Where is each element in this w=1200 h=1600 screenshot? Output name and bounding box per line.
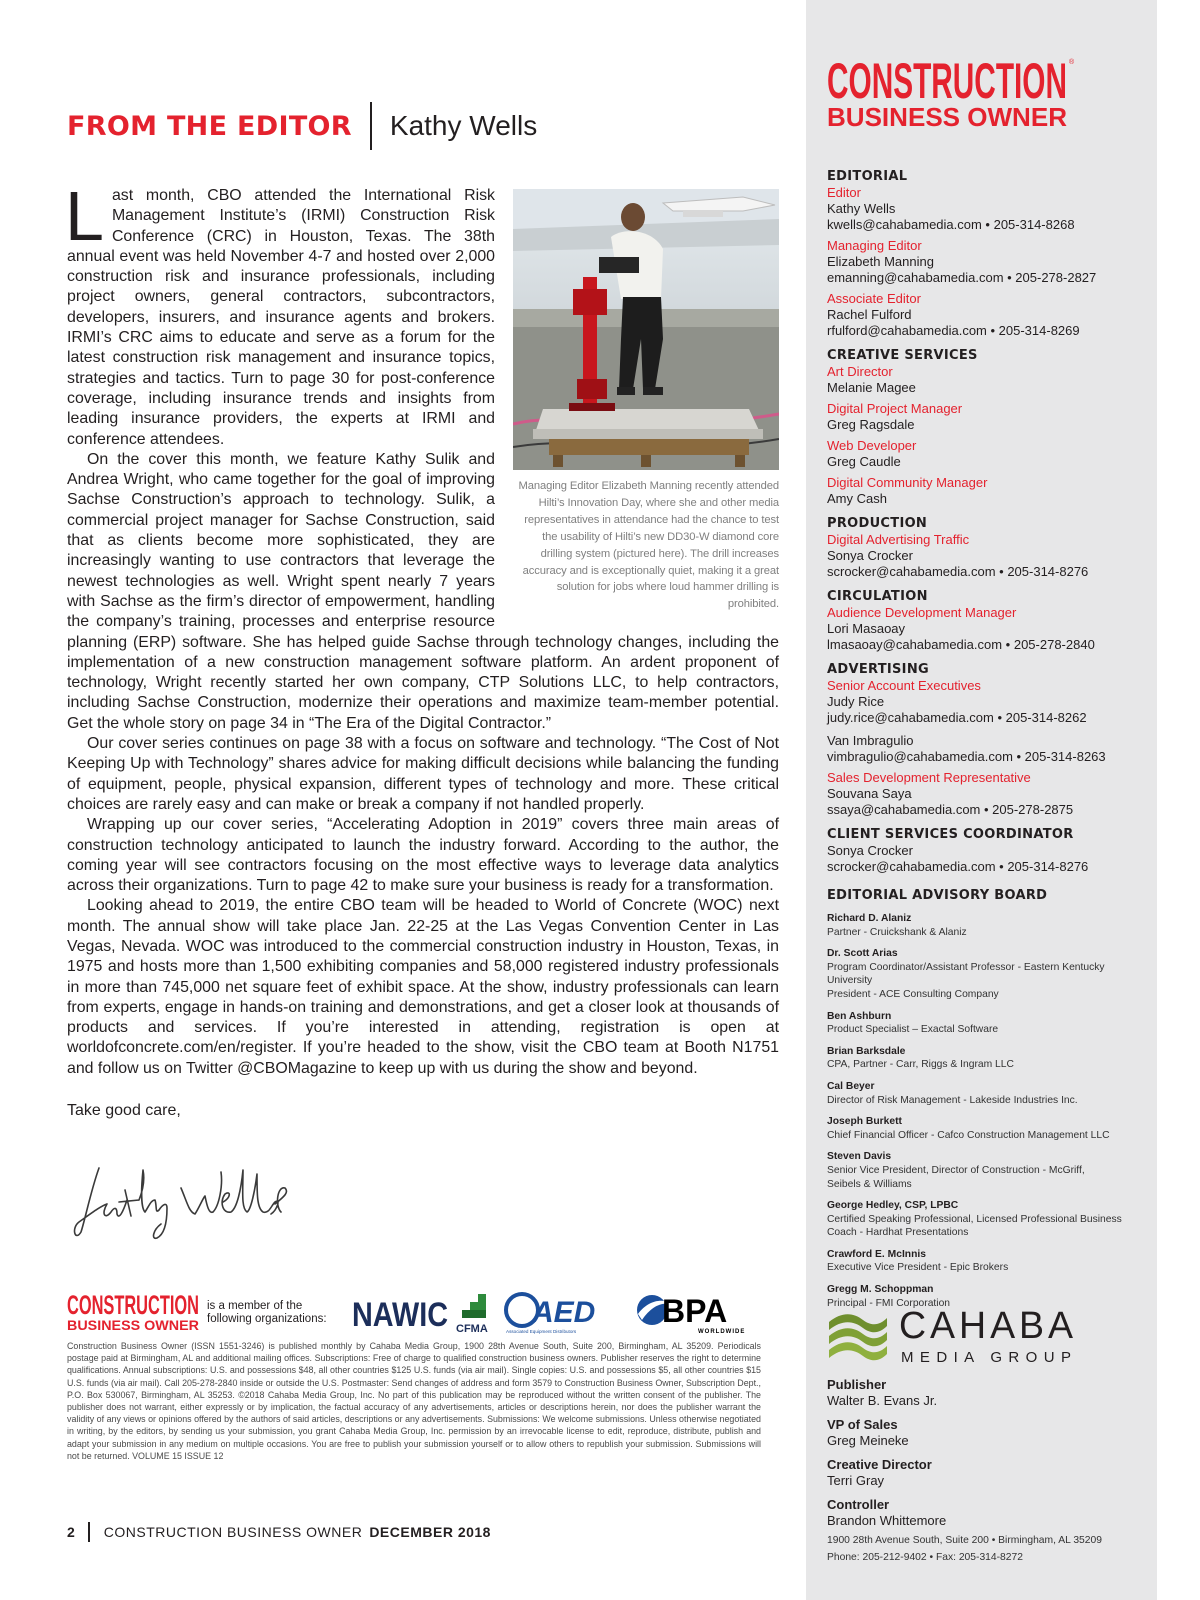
article-body <box>65 177 779 1079</box>
staff-listing <box>827 169 1152 1310</box>
board-member-name: Brian Barksdale <box>827 1045 906 1057</box>
staff-role: Digital Project Manager <box>827 401 963 416</box>
membership-bar <box>67 1290 779 1334</box>
photo-caption: Managing Editor Elizabeth Manning recently attended Hilti’s Innovation Day, where she and other media representatives in attendance had the chance to test the usability of Hilti’s new DD30-W diamond core drilling system (pictured here). The drill increases accuracy and is exceptionally quiet, making it a great solution for jobs where loud hammer drilling is prohibited. <box>518 480 779 611</box>
staff-role: Associate Editor <box>827 291 921 306</box>
drill-photo <box>513 189 779 470</box>
staff-contact: scrocker@cahabamedia.com • 205-314-8276 <box>827 859 1089 874</box>
staff-role: Sales Development Representative <box>827 770 1031 785</box>
staff-name: Van Imbragulio <box>827 733 914 748</box>
cahaba-media-group-logo <box>827 1304 1087 1368</box>
board-member-title: Director of Risk Management - Lakeside Industries Inc. <box>827 1094 1078 1106</box>
staff-entry <box>827 605 1152 653</box>
staff-name: Greg Ragsdale <box>827 417 915 432</box>
staff-entry <box>827 770 1152 818</box>
article-paragraph-2: On the cover this month, we feature Kathy Sulik and Andrea Wright, who came together for the goal of improving Sachse Construction’s approach to technology. Sulik, a commercial project manager for Sachse Construction, said that as clients become more sophisticated, they are increasingly wanting to use contractors that leverage the newest technologies as well. Wright spent nearly 7 years with Sachse as the firm’s director of empowerment, handling the company’s training, processes and enterprise resource planning (ERP) software. She has helped guide Sachse through technology changes, including the implementation of a new construction management software platform. An ardent proponent of technology, Wright recently started her own company, CTP Solutions LLC, to help contractors, including Sachse Construction, modernize their operations and maximize team-member potential. Get the whole story on page 34 in “The Era of the Digital Contractor.” <box>67 450 779 732</box>
section-client-services: CLIENT SERVICES COORDINATOR <box>827 827 1074 842</box>
staff-role: Editor <box>827 185 861 200</box>
executive-listing <box>827 1377 1152 1537</box>
staff-entry <box>827 185 1152 233</box>
board-member-title: Program Coordinator/Assistant Professor - Eastern Kentucky University President - ACE Consulting Company <box>827 961 1105 1000</box>
drop-cap: L <box>65 177 104 255</box>
staff-name: Souvana Saya <box>827 786 912 801</box>
exec-entry <box>827 1457 1152 1489</box>
board-member-title: Certified Speaking Professional, Licensed Professional Business Coach - Hardhat Presentations <box>827 1213 1122 1239</box>
board-member-title: Senior Vice President, Director of Construction - McGriff, Seibels & Williams <box>827 1164 1085 1190</box>
article-paragraph-3: Our cover series continues on page 38 with a focus on software and technology. “The Cost of Not Keeping Up with Technology” shares advice for making difficult decisions while balancing the funding of equipment, people, physical expansion, different types of technology and more. These critical choices are rarely easy and can make or break a company if not handled properly. <box>67 735 779 813</box>
staff-role: Senior Account Executives <box>827 678 981 693</box>
staff-contact: rfulford@cahabamedia.com • 205-314-8269 <box>827 323 1080 338</box>
company-address: 1900 28th Avenue South, Suite 200 • Birmingham, AL 35209 <box>827 1535 1102 1546</box>
page-number: 2 <box>67 1524 75 1540</box>
company-phone: Phone: 205-212-9402 • Fax: 205-314-8272 <box>827 1551 1023 1563</box>
staff-role: Audience Development Manager <box>827 605 1017 620</box>
exec-title: Creative Director <box>827 1457 932 1472</box>
board-member-name: Richard D. Alaniz <box>827 913 912 924</box>
article-paragraph-5: Looking ahead to 2019, the entire CBO team will be headed to World of Concrete (WOC) next month. The annual show will take place Jan. 22-25 at the Las Vegas Convention Center in Las Vegas, Nevada. WOC was introduced to the commercial construction industry in Houston, Texas, in 1975 and hosts more than 1,500 exhibiting companies and 58,000 registered industry professionals in more than 745,000 net square feet of exhibit space. At the show, industry professionals can learn from experts, engage in hands-on training and demonstrations, and get a closer look at thousands of products and services. If you’re interested in attending, registration is open at worldofconcrete.com/en/register. If you’re headed to the show, visit the CBO team at Booth N1751 and follow us on Twitter @CBOMagazine to keep up with us during the show and beyond. <box>67 897 779 1077</box>
staff-name: Judy Rice <box>827 694 885 709</box>
staff-contact: lmasaoay@cahabamedia.com • 205-278-2840 <box>827 637 1095 652</box>
board-member-title: CPA, Partner - Carr, Riggs & Ingram LLC <box>827 1059 1014 1071</box>
membership-text: is a member of the following organizations: <box>207 1300 327 1325</box>
section-advisory-board: EDITORIAL ADVISORY BOARD <box>827 888 1048 903</box>
staff-entry <box>827 532 1152 580</box>
member-logos <box>352 1290 792 1334</box>
board-member-name: Steven Davis <box>827 1151 892 1163</box>
staff-entry <box>827 438 1152 470</box>
section-circulation: CIRCULATION <box>827 589 928 604</box>
board-member-title: Chief Financial Officer - Cafco Construction Management LLC <box>827 1129 1110 1141</box>
page-footer <box>67 1522 491 1542</box>
exec-title: Controller <box>827 1497 890 1512</box>
section-title: FROM THE EDITOR <box>67 110 352 142</box>
staff-contact: vimbragulio@cahabamedia.com • 205-314-8263 <box>827 749 1106 764</box>
exec-title: Publisher <box>827 1377 887 1392</box>
footer-publication: CONSTRUCTION BUSINESS OWNER <box>103 1524 363 1540</box>
board-member-name: Ben Ashburn <box>827 1010 892 1022</box>
board-member-name: George Hedley, CSP, LPBC <box>827 1200 959 1212</box>
staff-name: Elizabeth Manning <box>827 254 934 269</box>
staff-name: Sonya Crocker <box>827 843 913 858</box>
cfma-logo <box>456 1294 488 1334</box>
article-paragraph-4: Wrapping up our cover series, “Accelerating Adoption in 2019” covers three main areas of construction technology anticipated to launch the industry forward. According to the author, the coming year will see contractors focusing on the most effective ways to leverage data analytics across their organizations. Turn to page 42 to make sure your business is ready for a transformation. <box>67 816 779 895</box>
staff-role: Managing Editor <box>827 238 922 253</box>
footer-issue: DECEMBER 2018 <box>369 1524 491 1540</box>
board-member <box>827 1150 1152 1191</box>
board-member-title: Product Specialist – Exactal Software <box>827 1024 999 1036</box>
cbo-logo-small-line2: BUSINESS OWNER <box>67 1317 199 1333</box>
footer-divider <box>88 1522 90 1542</box>
board-member <box>827 1080 1152 1107</box>
staff-contact: judy.rice@cahabamedia.com • 205-314-8262 <box>827 710 1087 725</box>
staff-name: Lori Masaoay <box>827 621 906 636</box>
cbo-logo-small-line1: CONSTRUCTION <box>67 1290 199 1320</box>
nawic-logo: NAWIC <box>352 1296 448 1334</box>
bpa-subtitle: WORLDWIDE <box>698 1329 746 1334</box>
heading-divider <box>370 102 372 150</box>
staff-name: Sonya Crocker <box>827 548 913 563</box>
cfma-label: CFMA <box>456 1323 488 1334</box>
staff-entry <box>827 678 1152 765</box>
cahaba-logo-line2: MEDIA GROUP <box>901 1349 1077 1366</box>
staff-role: Web Developer <box>827 438 917 453</box>
staff-entry <box>827 291 1152 339</box>
bpa-logo <box>637 1293 745 1334</box>
staff-contact: scrocker@cahabamedia.com • 205-314-8276 <box>827 564 1089 579</box>
article-paragraph-1-text: ast month, CBO attended the International Risk Management Institute’s (IRMI) Construction Risk Conference (CRC) in Houston, Texas. The 38th annual event was held November 4-7 and hosted over 2,000 construction risk and insurance professionals, including project owners, general contractors, subcontractors, developers, insurers, and insurance agents and brokers. IRMI’s CRC aims to educate and serve as a forum for the latest construction risk management and insurance topics, strategies and tactics. Turn to page 30 for post-conference coverage, including insurance trends and insights from leading insurance providers, the experts at IRMI and conference attendees. <box>67 187 495 448</box>
exec-name: Walter B. Evans Jr. <box>827 1393 938 1408</box>
masthead-sidebar <box>806 0 1157 1600</box>
board-member-name: Dr. Scott Arias <box>827 948 898 960</box>
advisory-board-list <box>827 912 1152 1310</box>
board-member <box>827 1045 1152 1072</box>
staff-entry <box>827 364 1152 396</box>
masthead-logo-line2: BUSINESS OWNER <box>827 102 1068 130</box>
board-member <box>827 1115 1152 1142</box>
board-member-title: Partner - Cruickshank & Alaniz <box>827 926 967 938</box>
board-member <box>827 1199 1152 1240</box>
staff-contact: emanning@cahabamedia.com • 205-278-2827 <box>827 270 1097 285</box>
board-member <box>827 1248 1152 1275</box>
aed-logo <box>506 1294 595 1334</box>
staff-name: Rachel Fulford <box>827 307 912 322</box>
registered-mark: ® <box>1069 59 1075 66</box>
editor-signature <box>71 1150 301 1240</box>
staff-name: Melanie Magee <box>827 380 916 395</box>
staff-entry <box>827 843 1152 875</box>
cbo-logo-small <box>67 1290 203 1334</box>
aed-label: AED <box>532 1296 596 1329</box>
cahaba-logo-line1: CAHABA <box>899 1305 1077 1347</box>
staff-entry <box>827 475 1152 507</box>
staff-role: Art Director <box>827 364 893 379</box>
staff-role: Digital Community Manager <box>827 475 988 490</box>
page-heading <box>67 100 537 152</box>
staff-entry <box>827 238 1152 286</box>
board-member-name: Gregg M. Schoppman <box>827 1284 934 1296</box>
section-production: PRODUCTION <box>827 516 928 531</box>
staff-contact: ssaya@cahabamedia.com • 205-278-2875 <box>827 802 1074 817</box>
staff-name: Greg Caudle <box>827 454 901 469</box>
cbo-masthead-logo <box>827 52 1077 130</box>
exec-name: Greg Meineke <box>827 1433 909 1448</box>
board-member <box>827 912 1152 939</box>
section-editorial: EDITORIAL <box>827 169 908 184</box>
staff-role: Digital Advertising Traffic <box>827 532 970 547</box>
exec-entry <box>827 1497 1152 1529</box>
aed-subtitle: Associated Equipment Distributors <box>506 1329 577 1334</box>
section-creative-services: CREATIVE SERVICES <box>827 348 978 363</box>
section-advertising: ADVERTISING <box>827 662 929 677</box>
photo-figure <box>513 189 779 613</box>
board-member-name: Crawford E. McInnis <box>827 1248 926 1260</box>
author-name: Kathy Wells <box>389 110 538 141</box>
exec-title: VP of Sales <box>827 1417 898 1432</box>
exec-entry <box>827 1377 1152 1409</box>
exec-name: Brandon Whittemore <box>827 1513 947 1528</box>
staff-entry <box>827 401 1152 433</box>
bpa-label: BPA <box>662 1293 728 1329</box>
board-member-title: Executive Vice President - Epic Brokers <box>827 1262 1009 1274</box>
staff-name: Amy Cash <box>827 491 887 506</box>
board-member-title: Principal - FMI Corporation <box>827 1297 951 1309</box>
staff-name: Kathy Wells <box>827 201 896 216</box>
board-member-name: Cal Beyer <box>827 1080 875 1092</box>
board-member-name: Joseph Burkett <box>827 1116 902 1128</box>
masthead-logo-line1: CONSTRUCTION <box>827 53 1067 109</box>
legal-notice: Construction Business Owner (ISSN 1551-3246) is published monthly by Cahaba Media Group, 1900 28th Avenue South, Suite 200, Birmingham, AL 35209. Periodicals postage paid at Birmingham, AL and additional mailing offices. Subscriptions: Free of charge to qualified construction business owners. Publisher reserves the right to determine qualifications. Annual subscriptions: U.S. and possessions $48, all other countries $125 U.S. funds (via air mail). Single copies: U.S. and possessions $5, all other countries $15 U.S. funds (via air mail). Call 205-278-2840 inside or outside the U.S. Postmaster: Send changes of address and form 3579 to Construction Business Owner, Subscription Dept., P.O. Box 530067, Birmingham, AL 35253. ©2018 Cahaba Media Group, Inc. No part of this publication may be reproduced without the written consent of the publisher. The publisher does not warrant, either expressly or by implication, the factual accuracy of any advertisements, articles or descriptions herein, nor does the publisher warrant the validity of any views or opinions offered by the authors of said articles, descriptions or any advertisements. Submissions: We welcome submissions. Unless otherwise negotiated in writing, by the editors, by sending us your submission, you grant Cahaba Media Group, Inc. permission by an irrevocable license to edit, reproduce, distribute, publish and adapt your submission in any medium on multiple occasions. You are free to publish your submission yourself or to allow others to republish your submission. Submissions will not be returned. VOLUME 15 ISSUE 12 <box>67 1341 761 1461</box>
company-address-block <box>827 1533 1152 1566</box>
exec-entry <box>827 1417 1152 1449</box>
board-member <box>827 947 1152 1001</box>
staff-contact: kwells@cahabamedia.com • 205-314-8268 <box>827 217 1075 232</box>
signoff: Take good care, <box>67 1102 181 1119</box>
main-column <box>67 0 779 1600</box>
exec-name: Terri Gray <box>827 1473 885 1488</box>
board-member <box>827 1010 1152 1037</box>
